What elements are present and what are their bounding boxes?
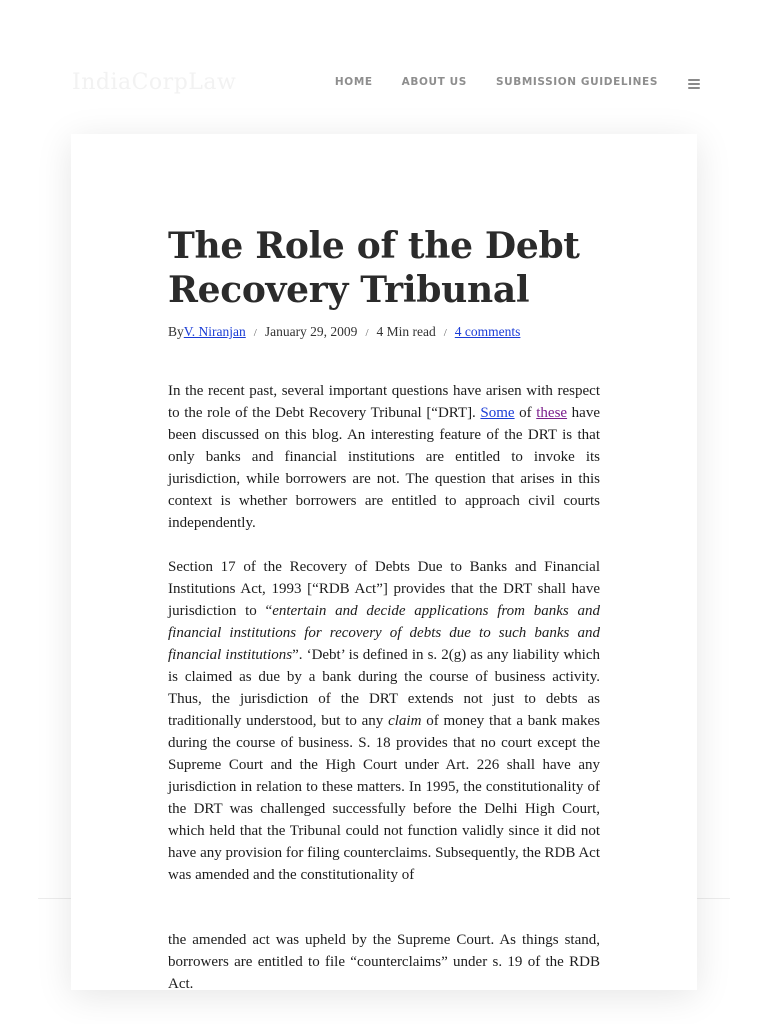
hamburger-menu-icon[interactable] [688, 79, 700, 89]
article [168, 224, 600, 1017]
paragraph-1 [168, 380, 600, 534]
meta-by-label: By [168, 324, 184, 339]
article-card [71, 134, 697, 990]
emphasis-claim: claim [388, 713, 422, 729]
comments-link[interactable]: 4 comments [454, 324, 521, 339]
meta-separator: / [443, 327, 447, 339]
nav-about-us[interactable]: ABOUT US [401, 76, 467, 88]
nav-submission-guidelines[interactable]: SUBMISSION GUIDELINES [495, 76, 658, 88]
meta-separator: / [365, 327, 369, 339]
text-run: of money that a bank makes during the course of business. S. 18 provides that no court except the Supreme Court and the High Court under Art. 226 shall have any jurisdiction in relation to these matters. In 1995, the constitutionality of the DRT was challenged successfully before the Delhi High Court, which held that the Tribunal could not function validly since it did not have any provision for filing counterclaims. Subsequently, the RDB Act was amended and the constitutionality of [168, 713, 601, 883]
paragraph-2 [168, 556, 600, 886]
article-meta [168, 324, 600, 340]
main-nav [335, 76, 700, 88]
text-run: have been discussed on this blog. An interesting feature of the DRT is that only banks and financial institutions are entitled to invoke its jurisdiction, while borrowers are not. The question that arises in this context is whether borrowers are entitled to approach civil courts independently. [168, 405, 600, 531]
paragraph-2-continued [168, 929, 600, 995]
text-run: the amended act was upheld by the Supreme Court. As things stand, borrowers are entitled to file “counterclaims” under s. 19 of the RDB Act. [168, 932, 600, 992]
nav-home[interactable]: HOME [334, 76, 373, 88]
quoted-statute-text: entertain and decide applications from banks and financial institutions for recovery of debts due to such banks and financial institutions [168, 603, 600, 663]
post-date: January 29, 2009 [264, 324, 358, 339]
article-title: The Role of the Debt Recovery Tribunal [168, 225, 580, 311]
text-run: ”. ‘Debt’ is defined in s. 2(g) as any liability which is claimed as due by a bank during the course of business activity. Thus, the jurisdiction of the DRT extends not just to debts as traditionally understood, but to any [168, 647, 600, 729]
link-some[interactable]: Some [480, 405, 515, 421]
author-link[interactable]: V. Niranjan [183, 324, 246, 339]
article-body [168, 380, 600, 995]
read-time: 4 Min read [376, 324, 436, 339]
link-these[interactable]: these [536, 405, 568, 421]
page-break [168, 908, 600, 929]
meta-separator: / [253, 327, 257, 339]
text-run: of [514, 405, 537, 421]
site-logo[interactable]: IndiaCorpLaw [72, 70, 237, 95]
text-run: Section 17 of the Recovery of Debts Due to Banks and Financial Institutions Act, 1993 [“RDB Act”] provides that the DRT shall have jurisdiction to “ [168, 559, 600, 619]
text-run: In the recent past, several important questions have arisen with respect to the role of the Debt Recovery Tribunal [“DRT]. [168, 383, 600, 421]
